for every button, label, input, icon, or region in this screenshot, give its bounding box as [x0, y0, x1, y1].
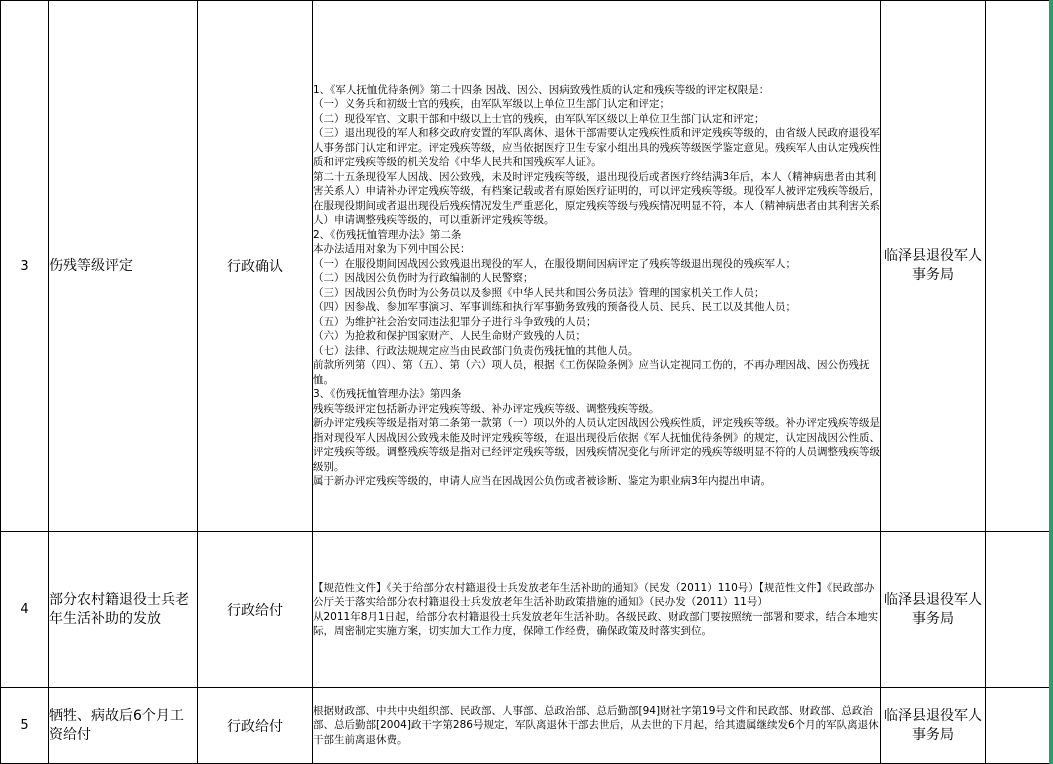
- department[interactable]: 临泽县退役军人事务局: [881, 1, 986, 532]
- legal-basis-cell[interactable]: [313, 688, 881, 764]
- basis-line: 2、《伤残抚恤管理办法》第二条: [313, 228, 462, 241]
- basis-line: （一）在服役期间因战因公致残退出现役的军人，在服役期间因病评定了残疾等级退出现役的残疾军人；: [313, 257, 796, 270]
- empty-cell[interactable]: [986, 688, 1050, 764]
- empty-cell[interactable]: [986, 1, 1050, 532]
- basis-line: （四）因参战、参加军事演习、军事训练和执行军事勤务致残的预备役人员、民兵、民工以及其他人员；: [313, 301, 796, 313]
- basis-line: 残疾等级评定包括新办评定残疾等级、补办评定残疾等级、调整残疾等级。: [313, 402, 660, 415]
- basis-line: 【规范性文件】《关于给部分农村籍退役士兵发放老年生活补助的通知》（民发（2011）110号）【规范性文件】《民政部办公厅关于落实给部分农村籍退役士兵发放老年生活补助政策措施的通知》（民办发（2011）11号）: [313, 581, 875, 608]
- item-name[interactable]: 伤残等级评定: [49, 1, 198, 532]
- row-number[interactable]: 3: [1, 1, 49, 532]
- item-name[interactable]: 部分农村籍退役士兵老年生活补助的发放: [49, 532, 198, 688]
- table-row: [1, 1, 1050, 532]
- item-name[interactable]: 牺牲、病故后6个月工资给付: [49, 688, 198, 764]
- basis-line: （五）为维护社会治安同违法犯罪分子进行斗争致残的人员；: [313, 315, 597, 328]
- basis-line: 从2011年8月1日起，给部分农村籍退役士兵发放老年生活补助。各级民政、财政部门要按照统一部署和要求，结合本地实际，周密制定实施方案，切实加大工作力度，保障工作经费，确保政策及时落实到位。: [313, 610, 879, 637]
- basis-line: 3、《伤残抚恤管理办法》第四条: [313, 388, 462, 400]
- row-number[interactable]: 5: [1, 688, 49, 764]
- department[interactable]: 临泽县退役军人事务局: [881, 532, 986, 688]
- basis-line: （三）因战因公负伤时为公务员以及参照《中华人民共和国公务员法》管理的国家机关工作人员；: [313, 286, 765, 299]
- legal-basis-cell[interactable]: [313, 532, 881, 688]
- legal-basis-cell[interactable]: [313, 1, 881, 532]
- basis-line: 属于新办评定残疾等级的，申请人应当在因战因公负伤或者被诊断、鉴定为职业病3年内提出申请。: [313, 475, 772, 487]
- basis-line: （一）义务兵和初级士官的残疾，由军队军级以上单位卫生部门认定和评定；: [313, 98, 670, 110]
- table-row: [1, 688, 1050, 764]
- empty-cell[interactable]: [986, 532, 1050, 688]
- basis-line: 前款所列第（四）、第（五）、第（六）项人员，根据《工伤保险条例》应当认定视同工伤的，不再办理因战、因公伤残抚恤。: [313, 359, 870, 386]
- basis-line: 第二十五条现役军人因战、因公致残，未及时评定残疾等级，退出现役后或者医疗终结满3年后，本人（精神病患者由其利害关系人）申请补办评定残疾等级，有档案记载或者有原始医疗证明的，可以评定残疾等级。现役军人被评定残疾等级后，在服现役期间或者退出现役后残疾情况发生严重恶化，原定残疾等级与残疾情况明显不符，本人（精神病患者由其利害关系人）申请调整残疾等级的，可以重新评定残疾等级。: [313, 170, 880, 226]
- basis-line: （七）法律、行政法规规定应当由民政部门负责伤残抚恤的其他人员。: [313, 344, 639, 357]
- row-number[interactable]: 4: [1, 532, 49, 688]
- item-type[interactable]: 行政给付: [198, 532, 313, 688]
- basis-line: 根据财政部、中共中央组织部、民政部、人事部、总政治部、总后勤部[94]财社字第19号文件和民政部、财政部、总政治部、总后勤部[2004]政干字第286号规定，军队离退休干部去世后，从去世的下月起，给其遗属继续发6个月的军队离退休干部生前离退休费。: [313, 704, 879, 746]
- basis-line: 1、《军人抚恤优待条例》第二十四条 因战、因公、因病致残性质的认定和残疾等级的评定权限是：: [313, 83, 770, 96]
- basis-line: 新办评定残疾等级是指对第二条第一款第（一）项以外的人员认定因战因公残疾性质，评定残疾等级。补办评定残疾等级是指对现役军人因战因公致残未能及时评定残疾等级，在退出现役后依据《军人抚恤优待条例》的规定，认定因战因公性质、评定残疾等级。调整残疾等级是指对已经评定残疾等级，因残疾情况变化与所评定的残疾等级明显不符的人员调整残疾等级级别。: [313, 417, 880, 473]
- table-row: [1, 532, 1050, 688]
- item-type[interactable]: 行政确认: [198, 1, 313, 532]
- department[interactable]: 临泽县退役军人事务局: [881, 688, 986, 764]
- item-type[interactable]: 行政给付: [198, 688, 313, 764]
- window-edge-bar: [1049, 0, 1053, 764]
- basis-line: （六）为抢救和保护国家财产、人民生命财产致残的人员；: [313, 330, 586, 342]
- basis-line: （二）因战因公负伤时为行政编制的人民警察；: [313, 272, 534, 284]
- basis-line: 本办法适用对象为下列中国公民：: [313, 243, 471, 255]
- basis-line: （三）退出现役的军人和移交政府安置的军队离休、退休干部需要认定残疾性质和评定残疾等级的，由省级人民政府退役军人事务部门认定和评定。评定残疾等级，应当依据医疗卫生专家小组出具的残疾等级医学鉴定意见。残疾军人由认定残疾性质和评定残疾等级的机关发给《中华人民共和国残疾军人证》。: [313, 127, 880, 168]
- basis-line: （二）现役军官、文职干部和中级以上士官的残疾，由军队军区级以上单位卫生部门认定和评定；: [313, 112, 765, 125]
